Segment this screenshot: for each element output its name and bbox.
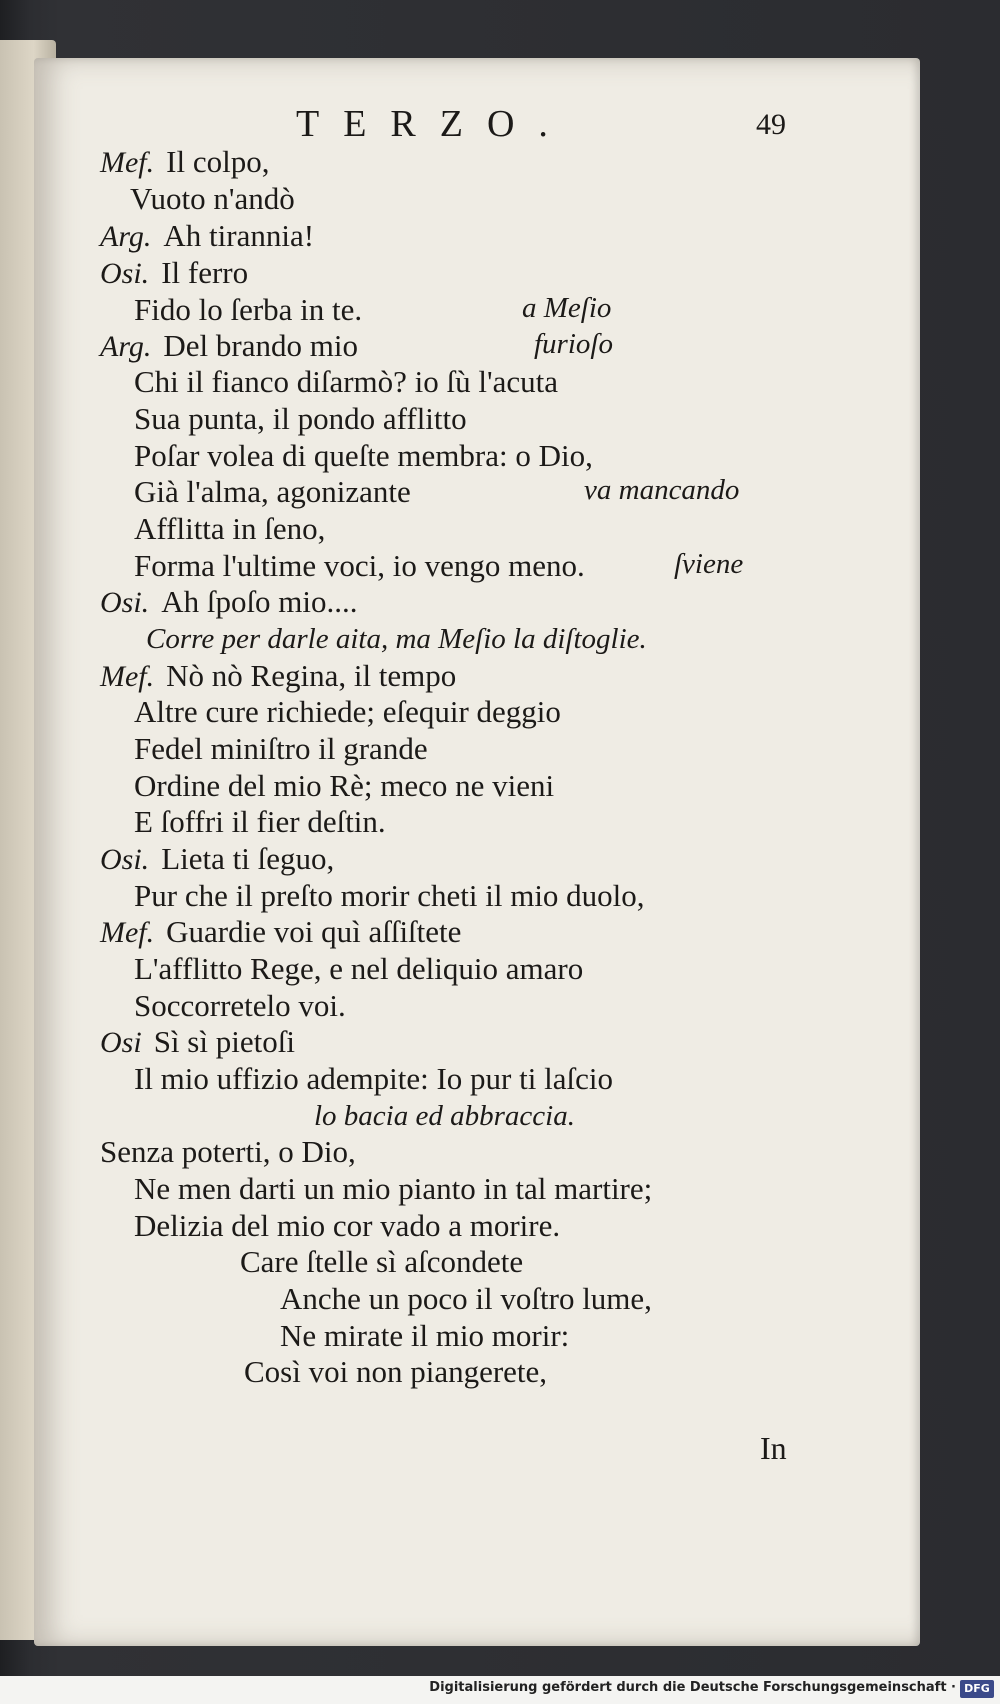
text-line [134,474,411,510]
digitization-footer [0,1676,1000,1704]
line-text: Lieta ti ſeguo, [161,841,335,876]
line-text: Del brando mio [163,328,358,363]
text-line [280,1318,569,1354]
stage-direction: furioſo [534,328,613,360]
speaker-label: Arg. [100,220,152,253]
text-line [240,1244,523,1280]
line-text: Così voi non piangerete, [244,1354,548,1389]
line-text: Vuoto n'andò [130,181,295,216]
line-text: Delizia del mio cor vado a morire. [134,1208,561,1243]
line-text: Ordine del mio Rè; meco ne vieni [134,768,555,803]
text-line [100,1024,295,1061]
text-line [100,584,358,621]
line-text: Senza poterti, o Dio, [100,1134,356,1169]
text-line [134,364,558,400]
line-text: Ne men darti un mio pianto in tal martire; [134,1171,653,1206]
text-line [280,1281,652,1317]
speaker-label: Mef. [100,660,155,693]
line-text: Guardie voi quì aſſiſtete [166,914,462,949]
text-line [100,658,456,695]
text-line [100,1134,356,1170]
line-text: Il ferro [161,255,249,290]
stage-direction: va mancando [584,474,740,506]
line-text: Fedel miniſtro il grande [134,731,428,766]
text-line [100,144,269,181]
text-line [134,694,561,730]
text-line [100,255,248,292]
text-line [134,292,362,328]
line-text: Pur che il preſto morir cheti il mio duolo, [134,878,645,913]
text-line [134,731,428,767]
line-text: Nò nò Regina, il tempo [166,658,457,693]
text-line [134,768,554,804]
line-text: Il colpo, [166,144,270,179]
speaker-label: Mef. [100,916,155,949]
stage-direction: a Meſio [522,292,612,324]
line-text: Ne mirate il mio morir: [280,1318,570,1353]
text-line [134,951,583,987]
text-line [134,804,386,840]
speaker-label: Osi. [100,586,150,619]
line-text: Altre cure richiede; eſequir deggio [134,694,561,729]
text-line [134,401,467,437]
speaker-label: Osi. [100,257,150,290]
line-text: Chi il fianco diſarmò? io ſù l'acuta [134,364,558,399]
line-text: Poſar volea di queſte membra: o Dio, [134,438,593,473]
text-line [100,914,461,951]
text-line [134,511,325,547]
line-text: Sua punta, il pondo afflitto [134,401,467,436]
page-number: 49 [756,108,786,141]
text-line [134,548,585,584]
speaker-label: Mef. [100,146,155,179]
line-text: Soccorretelo voi. [134,988,346,1023]
text-line [100,218,314,255]
line-text: Fido lo ſerba in te. [134,292,363,327]
text-line [244,1354,547,1390]
text-line [134,988,346,1024]
line-text: Corre per darle aita, ma Meſio la diſtoglie. [146,623,647,655]
line-text: Forma l'ultime voci, io vengo meno. [134,548,585,583]
page-content [34,58,920,1646]
text-line [134,438,593,474]
speaker-label: Arg. [100,330,152,363]
text-line [134,1208,560,1244]
line-text: L'afflitto Rege, e nel deliquio amaro [134,951,584,986]
speaker-label: Osi [100,1026,142,1059]
line-text: Ah ſpoſo mio.... [161,584,358,619]
dfg-logo: DFG [960,1680,994,1698]
text-line [134,1061,613,1097]
line-text: Sì sì pietoſi [153,1024,295,1059]
text-line [134,1171,652,1207]
book-page [34,58,920,1646]
text-line [100,328,358,365]
line-text: Afflitta in ſeno, [134,511,326,546]
line-text: E ſoffri il fier deſtin. [134,804,386,839]
stage-direction-line [314,1098,575,1134]
line-text: Ah tirannia! [163,218,315,253]
stage-direction-line [146,621,647,657]
line-text: Già l'alma, agonizante [134,474,411,509]
speaker-label: Osi. [100,843,150,876]
text-line [130,181,295,217]
footer-credit: Digitalisierung gefördert durch die Deutsche Forschungsgemeinschaft · [429,1680,956,1695]
text-line [100,841,334,878]
line-text: lo bacia ed abbraccia. [314,1100,575,1132]
line-text: Care ſtelle sì aſcondete [240,1244,524,1279]
line-text: Anche un poco il voſtro lume, [280,1281,652,1316]
catchword: In [760,1430,787,1466]
running-head: TERZO. [296,103,572,145]
stage-direction: ſviene [674,548,744,580]
line-text: Il mio uffizio adempite: Io pur ti laſcio [134,1061,613,1096]
text-line [134,878,645,914]
